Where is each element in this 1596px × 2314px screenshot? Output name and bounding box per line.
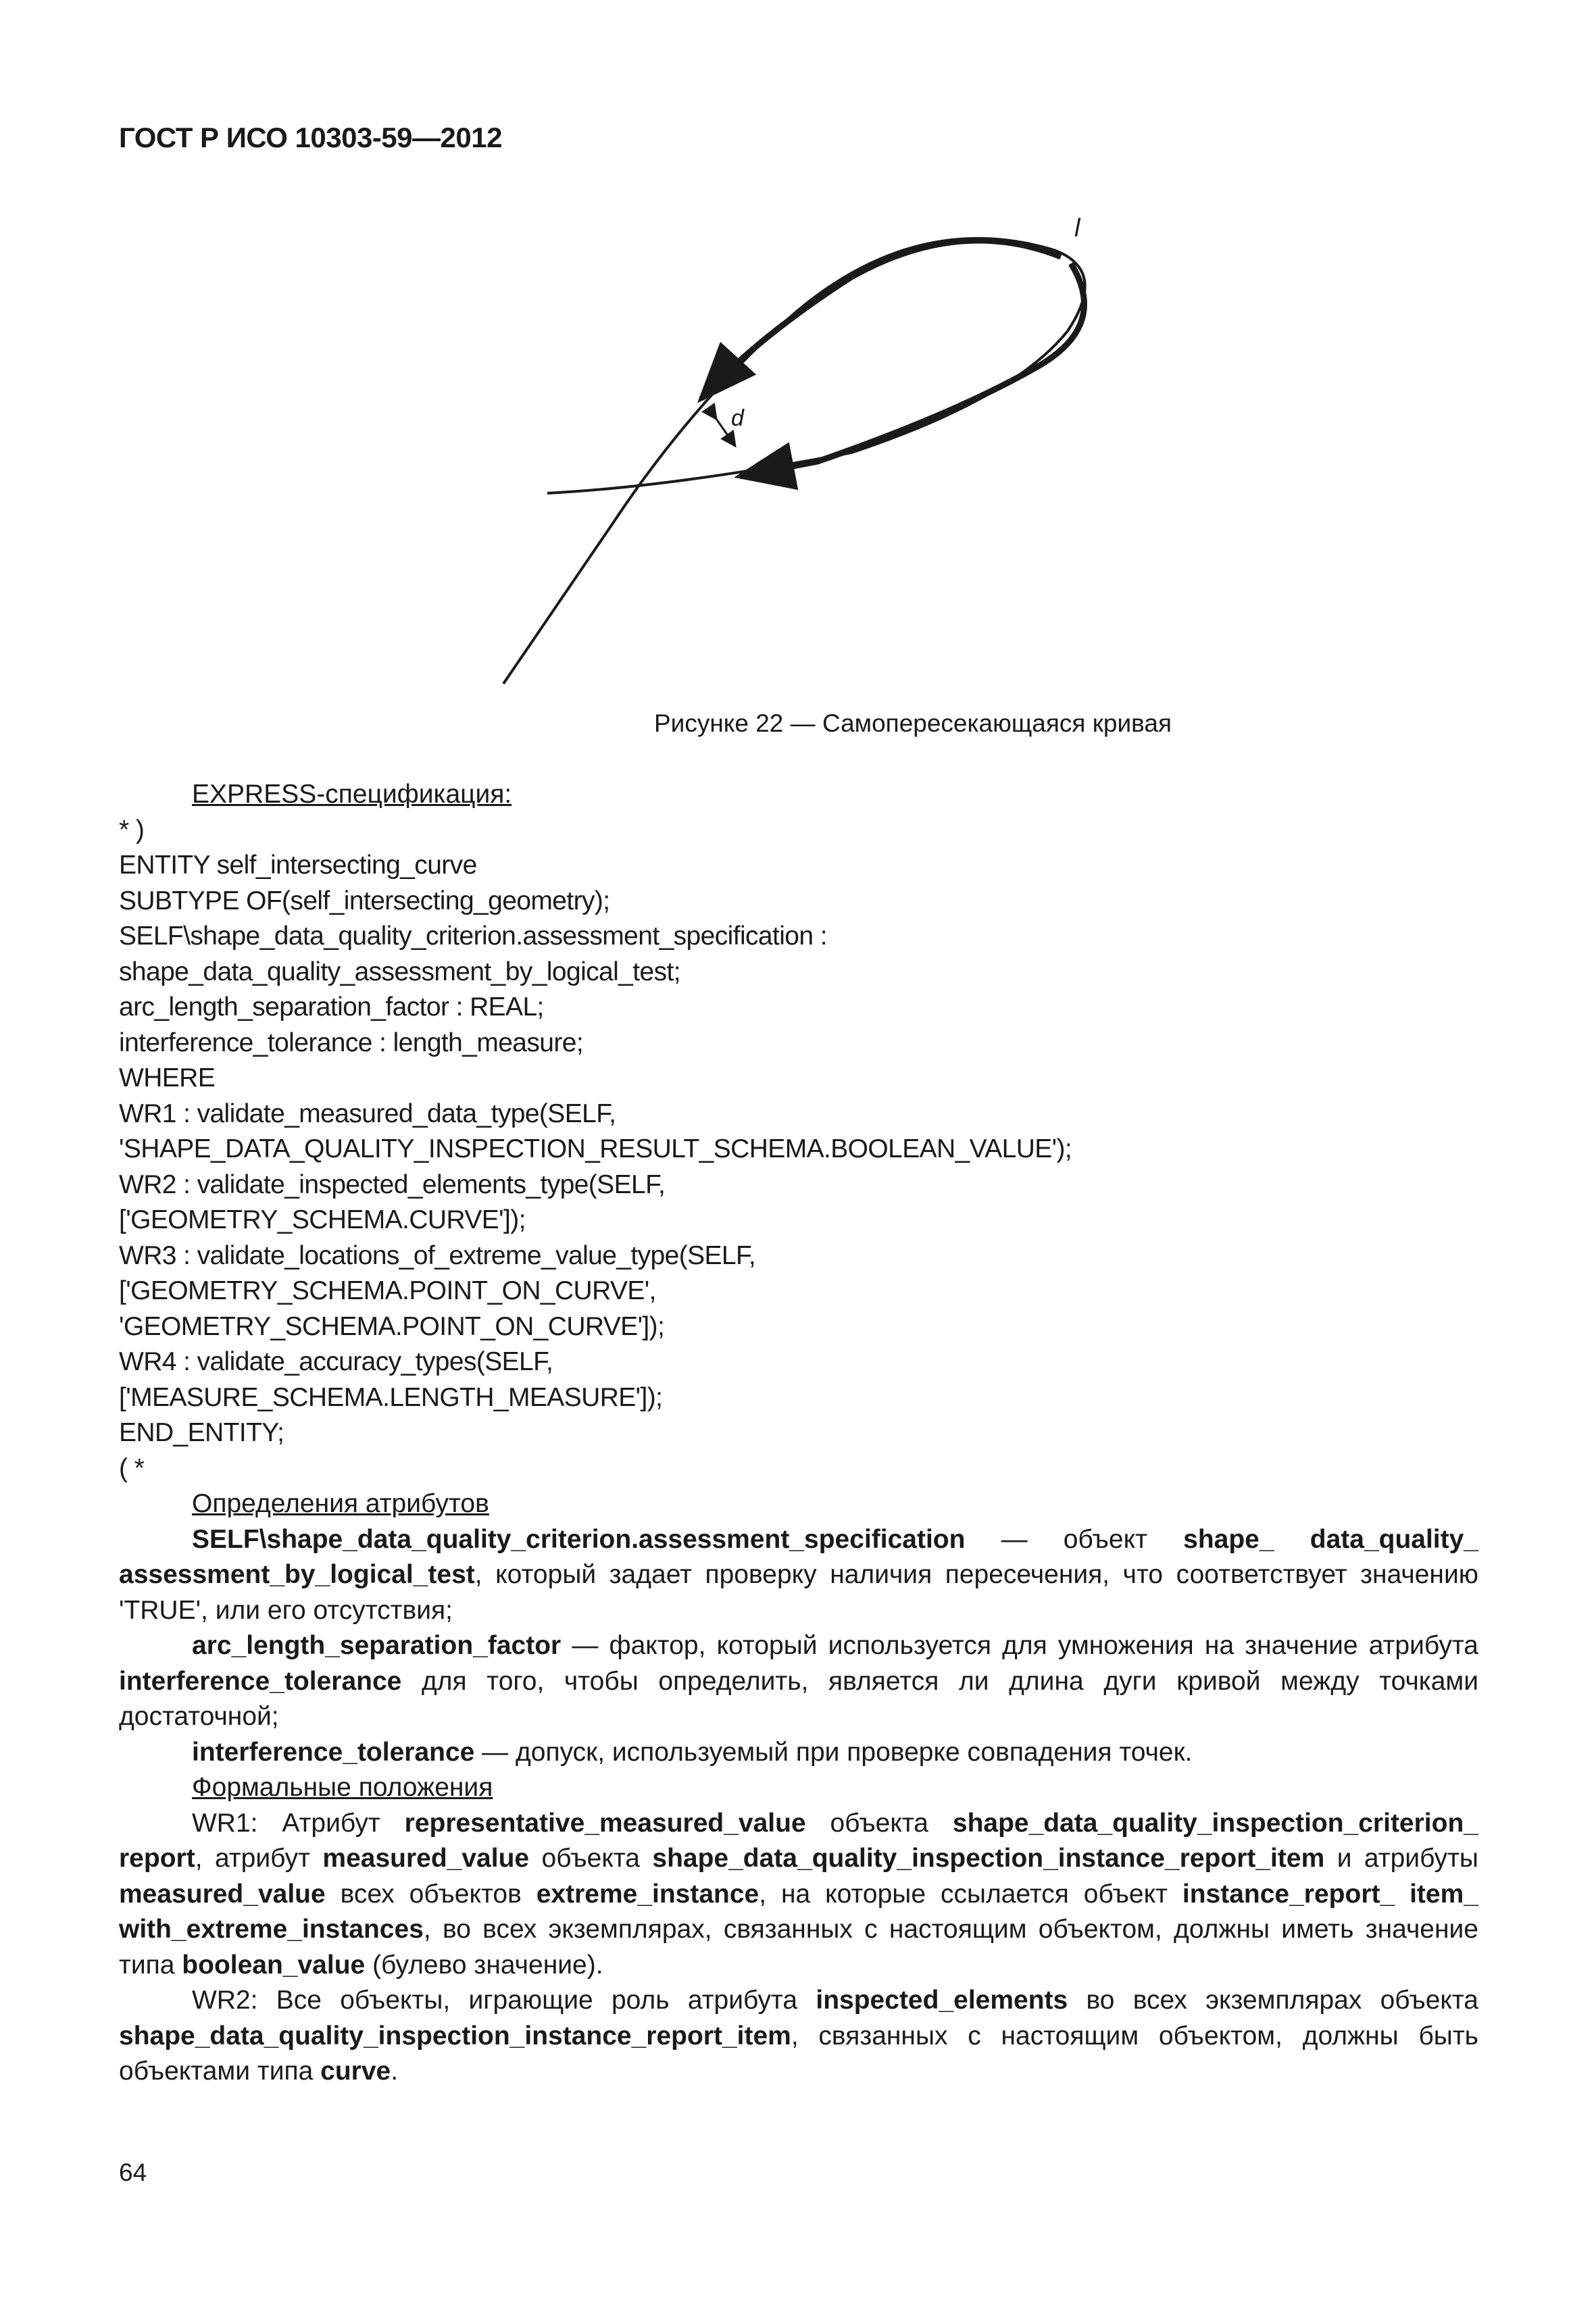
- express-line: WHERE: [119, 1063, 216, 1092]
- rules-heading: Формальные положения: [192, 1773, 493, 1802]
- express-line: ENTITY self_intersecting_curve: [119, 851, 477, 880]
- express-line: interference_tolerance : length_measure;: [119, 1028, 584, 1057]
- express-line: ['GEOMETRY_SCHEMA.POINT_ON_CURVE',: [119, 1276, 656, 1305]
- express-line: END_ENTITY;: [119, 1418, 284, 1447]
- express-line: 'GEOMETRY_SCHEMA.POINT_ON_CURVE']);: [119, 1311, 665, 1341]
- label-l: l: [1074, 214, 1080, 243]
- express-line: SELF\shape_data_quality_criterion.assessment_specification :: [119, 922, 827, 951]
- express-line: * ): [119, 815, 145, 845]
- label-d: d: [731, 405, 744, 431]
- curve-line: [503, 238, 1085, 684]
- document-header: ГОСТ Р ИСО 10303-59—2012: [119, 122, 502, 153]
- express-line: ['MEASURE_SCHEMA.LENGTH_MEASURE']);: [119, 1382, 663, 1412]
- attribute-term: arc_length_separation_factor: [192, 1631, 562, 1660]
- attribute-term: SELF\shape_data_quality_criterion.assessment_specification: [192, 1524, 966, 1554]
- express-line: ['GEOMETRY_SCHEMA.CURVE']);: [119, 1205, 526, 1234]
- rule-wr2: WR2: Все объекты, играющие роль атрибута inspected_elements во всех экземплярах объекта shape_data_quality_inspection_instance_report_item, связанных с настоящим объектом, должны быть объектами типа curve.: [119, 1986, 1478, 2086]
- express-line: shape_data_quality_assessment_by_logical_test;: [119, 957, 680, 986]
- attributes-heading: Определения атрибутов: [192, 1489, 489, 1518]
- attribute-term: interference_tolerance: [192, 1737, 475, 1767]
- express-code: [119, 813, 1478, 1487]
- express-line: arc_length_separation_factor : REAL;: [119, 992, 544, 1022]
- offset-arrow-lower: [740, 263, 1084, 476]
- attribute-definition-1: SELF\shape_data_quality_criterion.assessment_specification — объект shape_ data_quality_ assessment_by_logical_test, который задает проверку наличия пересечения, что соответствует значению 'TRUE', или его отсутствия;: [119, 1524, 1478, 1625]
- figure-caption-text: Рисунке 22 — Самопересекающаяся кривая: [653, 709, 1172, 737]
- page-number: 64: [119, 2159, 147, 2186]
- attribute-definition-2: arc_length_separation_factor — фактор, который используется для умножения на значение атрибута interference_tolerance для того, чтобы определить, является ли длина дуги кривой между точками достаточной;: [119, 1631, 1478, 1731]
- express-heading: EXPRESS-спецификация:: [192, 780, 512, 809]
- self-intersecting-curve-figure: [473, 196, 1149, 709]
- express-line: 'SHAPE_DATA_QUALITY_INSPECTION_RESULT_SCHEMA.BOOLEAN_VALUE');: [119, 1134, 1072, 1163]
- express-line: SUBTYPE OF(self_intersecting_geometry);: [119, 886, 610, 915]
- offset-arrow-upper: [701, 241, 1061, 399]
- express-line: ( *: [119, 1453, 145, 1483]
- document-body: [119, 777, 1478, 2090]
- figure-caption: [0, 709, 1596, 738]
- attribute-definition-3: interference_tolerance — допуск, используемый при проверке совпадения точек.: [192, 1737, 1193, 1767]
- rule-wr1: WR1: Атрибут representative_measured_value объекта shape_data_quality_inspection_criterion_ report, атрибут measured_value объекта shape_data_quality_inspection_instance_report_item и атрибуты measured_value всех объектов extreme_instance, на которые ссылается объект instance_report_ item_ with_extreme_instances, во всех экземплярах, связанных с настоящим объектом, должны иметь значение типа boolean_value (булево значение).: [119, 1808, 1478, 1980]
- express-line: WR4 : validate_accuracy_types(SELF,: [119, 1347, 553, 1376]
- express-line: WR3 : validate_locations_of_extreme_value_type(SELF,: [119, 1240, 756, 1270]
- express-line: WR1 : validate_measured_data_type(SELF,: [119, 1099, 616, 1128]
- express-line: WR2 : validate_inspected_elements_type(SELF,: [119, 1169, 666, 1199]
